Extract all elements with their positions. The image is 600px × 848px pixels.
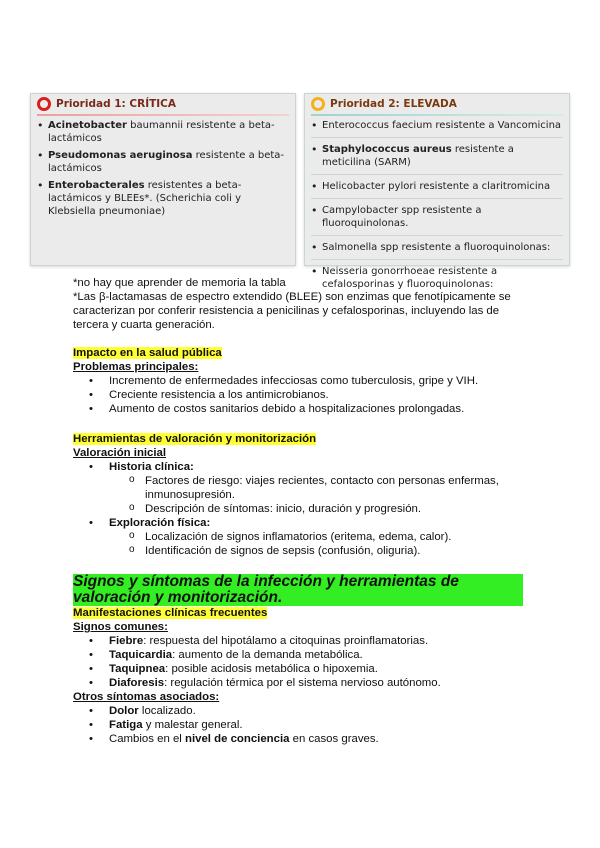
high-panel-title: Prioridad 2: ELEVADA <box>330 98 457 110</box>
list-item: • Diaforesis: regulación térmica por el sistema nervioso autónomo. <box>73 676 533 690</box>
section-heading: Manifestaciones clínicas frecuentes <box>73 607 268 619</box>
section-heading: Impacto en la salud pública <box>73 347 222 359</box>
list-item: • Incremento de enfermedades infecciosas como tuberculosis, gripe y VIH. <box>73 374 533 388</box>
critical-panel-header <box>31 94 295 114</box>
list-item: • Enterococcus faecium resistente a Vancomicina <box>311 119 563 138</box>
divider <box>311 114 563 116</box>
red-circle-icon <box>37 97 51 111</box>
note-line: *no hay que aprender de memoria la tabla <box>73 277 286 289</box>
signs-section <box>73 574 533 746</box>
tools-section <box>73 432 533 558</box>
critical-list <box>31 119 295 218</box>
sub-list <box>73 530 533 558</box>
high-panel-header <box>305 94 569 114</box>
subheading: Otros síntomas asociados: <box>73 691 220 703</box>
other-symptoms-list <box>73 704 533 746</box>
list-item: • Pseudomonas aeruginosa resistente a beta-lactámicos <box>37 149 289 175</box>
list-item: • Taquicardia: aumento de la demanda metabólica. <box>73 648 533 662</box>
table-notes <box>73 276 533 332</box>
list-item: • Taquipnea: posible acidosis metabólica o hipoxemia. <box>73 662 533 676</box>
list-item: • Creciente resistencia a los antimicrobianos. <box>73 388 533 402</box>
list-item: • Fatiga y malestar general. <box>73 718 533 732</box>
list-item <box>73 460 533 516</box>
list-item: • Dolor localizado. <box>73 704 533 718</box>
list-item: • Staphylococcus aureus resistente a meticilina (SARM) <box>311 143 563 175</box>
subheading: Valoración inicial <box>73 447 167 459</box>
subheading: Signos comunes: <box>73 621 168 633</box>
item-label: Historia clínica: <box>109 461 194 473</box>
impact-list <box>73 374 533 416</box>
item-label: Exploración física: <box>109 517 211 529</box>
list-item: • Fiebre: respuesta del hipotálamo a citoquinas proinflamatorias. <box>73 634 533 648</box>
list-item: • Helicobacter pylori resistente a claritromicina <box>311 180 563 199</box>
tools-list <box>73 460 533 558</box>
list-item: • Salmonella spp resistente a fluoroquinolonas: <box>311 241 563 260</box>
high-list <box>305 119 569 296</box>
subheading: Problemas principales: <box>73 361 199 373</box>
list-item: • Enterobacterales resistentes a beta-lactámicos y BLEEs*. (Scherichia coli y Klebsiella pneumoniae) <box>37 179 289 218</box>
common-signs-list <box>73 634 533 690</box>
sub-list-item: o Identificación de signos de sepsis (confusión, oliguria). <box>73 544 533 558</box>
high-priority-panel <box>304 93 570 290</box>
list-item: • Neisseria gonorrhoeae resistente a cefalosporinas y fluoroquinolonas: <box>311 265 563 296</box>
impact-section <box>73 346 533 416</box>
list-item: • Aumento de costos sanitarios debido a hospitalizaciones prolongadas. <box>73 402 533 416</box>
list-item: • Acinetobacter baumannii resistente a beta-lactámicos <box>37 119 289 145</box>
sub-list <box>73 474 533 516</box>
list-item: • Cambios en el nivel de conciencia en casos graves. <box>73 732 533 746</box>
divider <box>37 114 289 116</box>
orange-circle-icon <box>311 97 325 111</box>
note-line: *Las β-lactamasas de espectro extendido (BLEE) son enzimas que fenotípicamente se caracterizan por conferir resistencia a penicilinas y cefalosporinas, incluyendo las de tercera y cuarta generación. <box>73 291 511 331</box>
sub-list-item: o Localización de signos inflamatorios (eritema, edema, calor). <box>73 530 533 544</box>
list-item: • Campylobacter spp resistente a fluoroquinolonas. <box>311 204 563 236</box>
section-heading: Herramientas de valoración y monitorización <box>73 433 317 445</box>
list-item <box>73 516 533 558</box>
sub-list-item: o Factores de riesgo: viajes recientes, contacto con personas enfermas, inmunosupresión. <box>73 474 533 502</box>
critical-priority-panel <box>30 93 296 266</box>
critical-panel-title: Prioridad 1: CRÍTICA <box>56 98 176 110</box>
chapter-heading: Signos y síntomas de la infección y herramientas de valoración y monitorización. <box>73 574 523 606</box>
sub-list-item: o Descripción de síntomas: inicio, duración y progresión. <box>73 502 533 516</box>
